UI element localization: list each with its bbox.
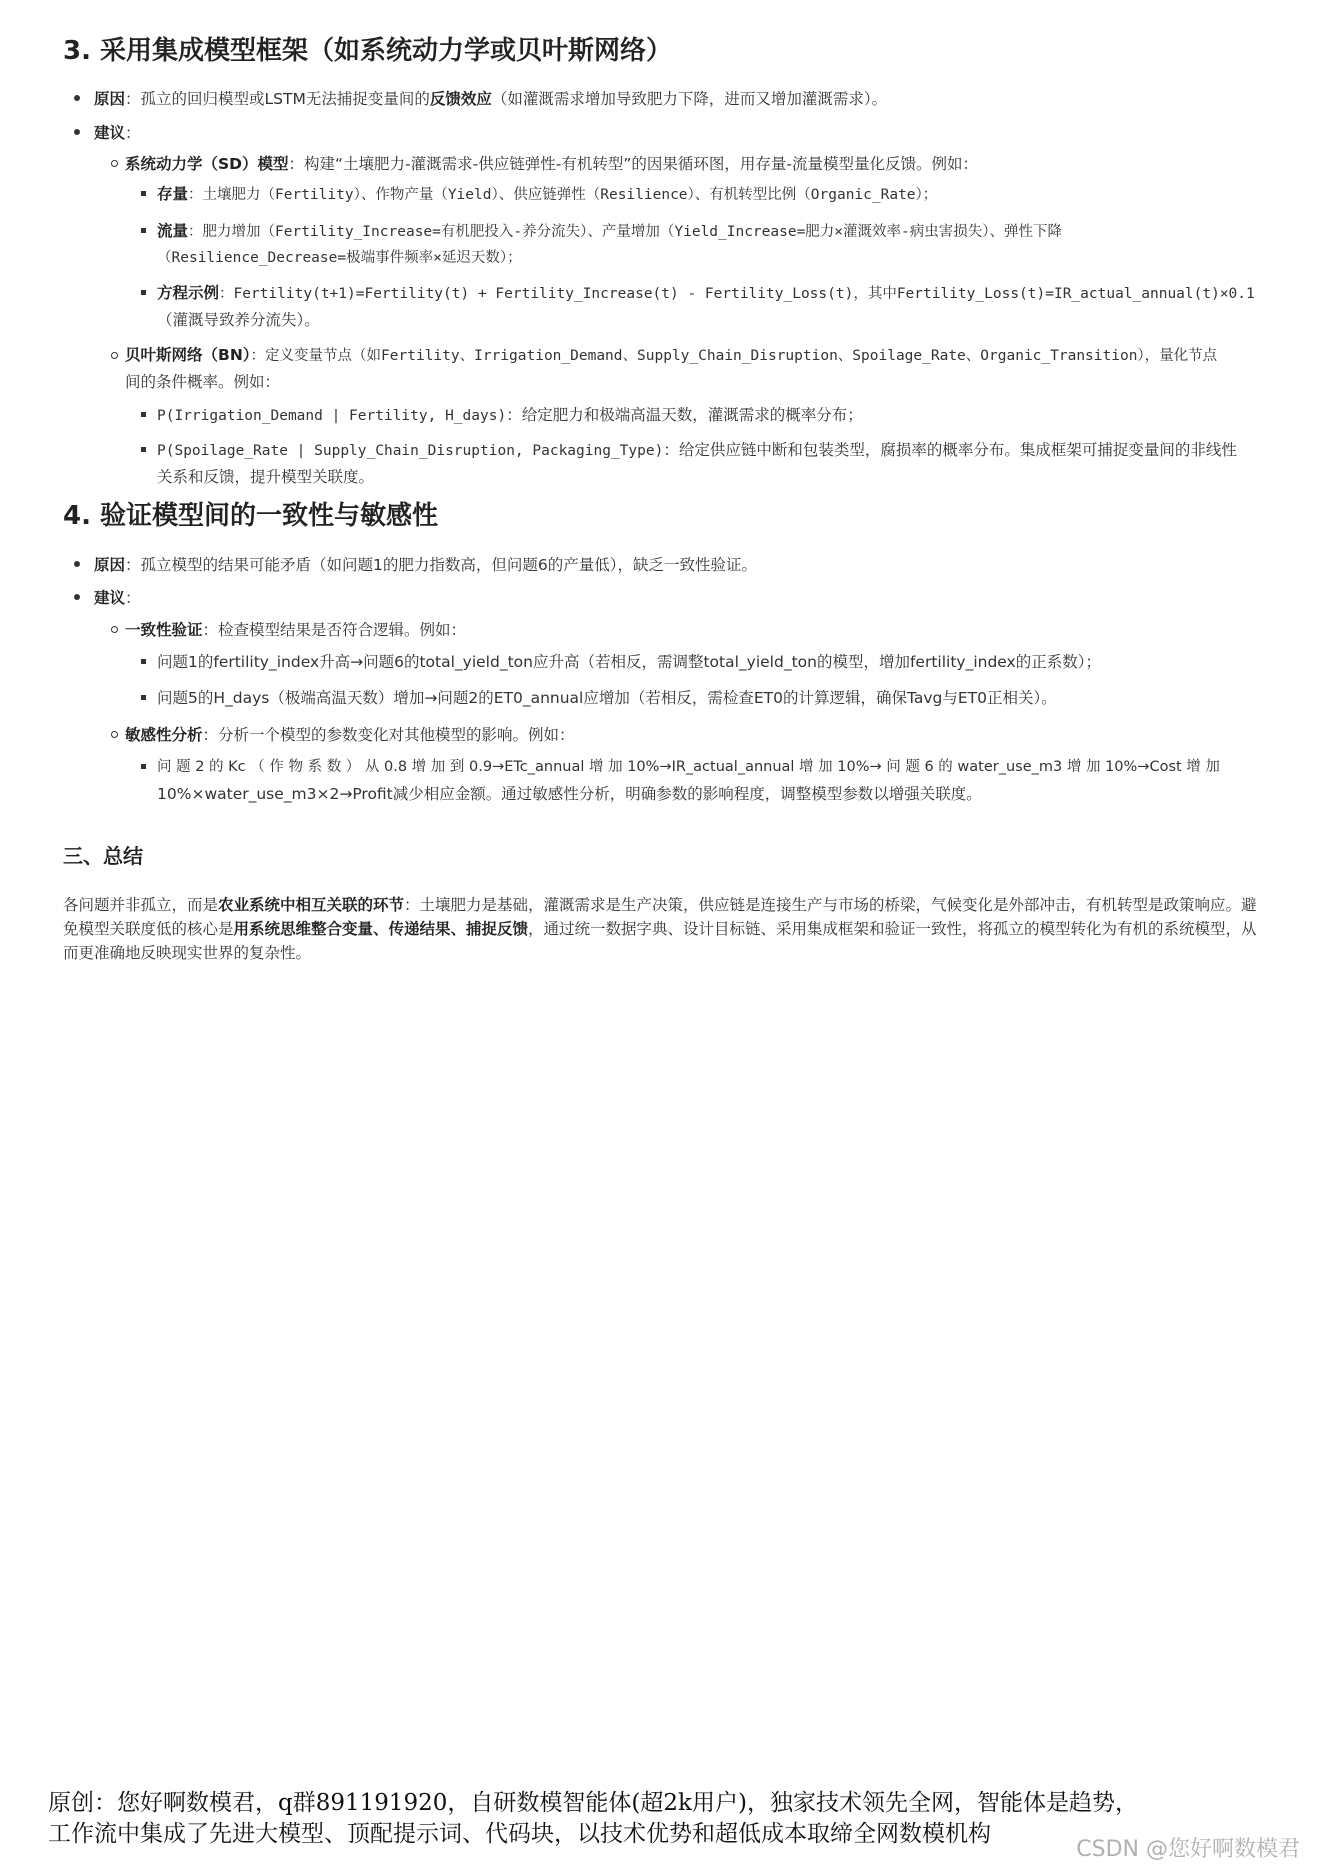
bn-item (125, 342, 1217, 369)
consistency-example-2: 问题5的H_days（极端高温天数）增加→问题2的ET0_annual应增加（若相反，需检查ET0的计算逻辑，确保Tavg与ET0正相关）。 (157, 689, 1057, 707)
sd-text: ：构建“土壤肥力-灌溉需求-供应链弹性-有机转型”的因果循环图，用存量-流量模型量化反馈。例如： (288, 155, 978, 173)
sd-model-item (125, 151, 978, 177)
eq-label: 方程示例 (157, 284, 220, 302)
bullet-dot (111, 160, 118, 167)
section-3-heading: 3. 采用集成模型框架（如系统动力学或贝叶斯网络） (63, 36, 673, 66)
suggest-item (94, 585, 141, 611)
bullet-square (141, 659, 146, 664)
bn-example-1 (157, 402, 863, 429)
stock-item (157, 181, 937, 208)
bn-example-2-code: P(Spoilage_Rate | Supply_Chain_Disruption, Packaging_Type) (157, 443, 664, 459)
bn-text-cont: 间的条件概率。例如： (125, 373, 281, 391)
suggest-label: 建议 (94, 124, 126, 142)
flow-text: ：肥力增加（Fertility_Increase=有机肥投入-养分流失）、产量增加（Yield_Increase=肥力×灌溉效率-病虫害损失）、弹性下降 (188, 224, 1063, 240)
footer-line-2: 工作流中集成了先进大模型、顶配提示词、代码块，以技术优势和超低成本取缔全网数模机构 (48, 1821, 991, 1847)
bullet-dot (74, 594, 80, 600)
reason-label: 原因 (94, 90, 126, 108)
bullet-square (141, 447, 146, 452)
consistency-text: ：检查模型结果是否符合逻辑。例如： (202, 621, 467, 639)
suggest-item (94, 120, 141, 146)
footer-line-1: 原创：您好啊数模君，q群891191920，自研数模智能体(超2k用户)，独家技术领先全网，智能体是趋势， (48, 1790, 1138, 1816)
suggest-colon: ： (125, 589, 141, 607)
bullet-dot (74, 95, 80, 101)
stock-text: ：土壤肥力（Fertility）、作物产量（Yield）、供应链弹性（Resilience）、有机转型比例（Organic_Rate）； (188, 187, 938, 203)
flow-label: 流量 (157, 222, 189, 240)
csdn-watermark: CSDN @您好啊数模君 (1076, 1837, 1300, 1862)
bn-example-2 (157, 437, 1237, 464)
bullet-dot (74, 561, 80, 567)
flow-text-cont: （Resilience_Decrease=极端事件频率×延迟天数）； (157, 250, 522, 266)
sensitivity-text: ：分析一个模型的参数变化对其他模型的影响。例如： (202, 726, 575, 744)
bn-example-2-text: ：给定供应链中断和包装类型，腐损率的概率分布。集成框架可捕捉变量间的非线性 (663, 441, 1237, 459)
equation-item (157, 280, 1255, 307)
flow-item (157, 218, 1062, 245)
bullet-dot (111, 731, 118, 738)
bullet-dot (74, 129, 80, 135)
reason-item (94, 552, 757, 578)
bn-example-1-text: ：给定肥力和极端高温天数，灌溉需求的概率分布； (506, 406, 863, 424)
sensitivity-label: 敏感性分析 (125, 726, 203, 744)
bullet-dot (111, 626, 118, 633)
suggest-colon: ： (125, 124, 141, 142)
bullet-square (141, 412, 146, 417)
eq-text-cont: （灌溉导致养分流失）。 (157, 311, 320, 329)
bullet-square (141, 191, 146, 196)
summary-text-a: 各问题并非孤立，而是 (63, 896, 219, 914)
summary-text-b: ：土壤肥力是基础，灌溉需求是生产决策，供应链是连接生产与市场的桥梁，气候变化是外部冲击，有机转型是政策响应。避免模型关联度低的核心是 (63, 896, 1257, 938)
sensitivity-example-cont: 10%×water_use_m3×2→Profit减少相应金额。通过敏感性分析，明确参数的影响程度，调整模型参数以增强关联度。 (157, 785, 982, 803)
bn-text: ：定义变量节点（如Fertility、Irrigation_Demand、Supply_Chain_Disruption、Spoilage_Rate、Organic_Transition），量化节点 (250, 348, 1218, 364)
summary-bold-b: 用系统思维整合变量、传递结果、捕捉反馈 (233, 920, 529, 938)
reason-item (94, 86, 887, 112)
summary-heading: 三、总结 (63, 844, 143, 868)
reason-bold: 反馈效应 (429, 90, 492, 108)
reason-label: 原因 (94, 556, 126, 574)
reason-text-2: （如灌溉需求增加导致肥力下降，进而又增加灌溉需求）。 (491, 90, 888, 108)
consistency-item (125, 617, 466, 643)
consistency-label: 一致性验证 (125, 621, 203, 639)
summary-text-c: ，通过统一数据字典、设计目标链、采用集成框架和验证一致性，将孤立的模型转化为有机的系统模型，从而更准确地反映现实世界的复杂性。 (63, 920, 1257, 962)
eq-text: ：Fertility(t+1)=Fertility(t) + Fertility_Increase(t) - Fertility_Loss(t)，其中Fertility_Loss(t)=IR_actual_annual(t)×0.1 (219, 286, 1255, 302)
consistency-example-1: 问题1的fertility_index升高→问题6的total_yield_ton应升高（若相反，需调整total_yield_ton的模型，增加fertility_index的正系数）； (157, 653, 1101, 671)
summary-bold-a: 农业系统中相互关联的环节 (218, 896, 405, 914)
sd-label: 系统动力学（SD）模型 (125, 155, 289, 173)
bullet-square (141, 695, 146, 700)
bullet-square (141, 228, 146, 233)
sensitivity-example: 问 题 2 的 Kc （ 作 物 系 数 ） 从 0.8 增 加 到 0.9→ETc_annual 增 加 10%→IR_actual_annual 增 加 10%→ 问 题 6 的 water_use_m3 增 加 10%→Cost 增 加 (157, 759, 1220, 775)
bullet-square (141, 764, 146, 769)
stock-label: 存量 (157, 185, 189, 203)
bullet-square (141, 290, 146, 295)
suggest-label: 建议 (94, 589, 126, 607)
reason-text: ：孤立的回归模型或LSTM无法捕捉变量间的 (125, 90, 430, 108)
bn-label: 贝叶斯网络（BN） (125, 346, 251, 364)
bn-example-1-code: P(Irrigation_Demand | Fertility, H_days) (157, 408, 507, 424)
summary-paragraph (63, 893, 1263, 965)
sensitivity-item (125, 722, 575, 748)
reason-text: ：孤立模型的结果可能矛盾（如问题1的肥力指数高，但问题6的产量低），缺乏一致性验证。 (125, 556, 757, 574)
bullet-dot (111, 352, 118, 359)
bn-example-2-cont: 关系和反馈，提升模型关联度。 (157, 468, 375, 486)
section-4-heading: 4. 验证模型间的一致性与敏感性 (63, 501, 439, 531)
